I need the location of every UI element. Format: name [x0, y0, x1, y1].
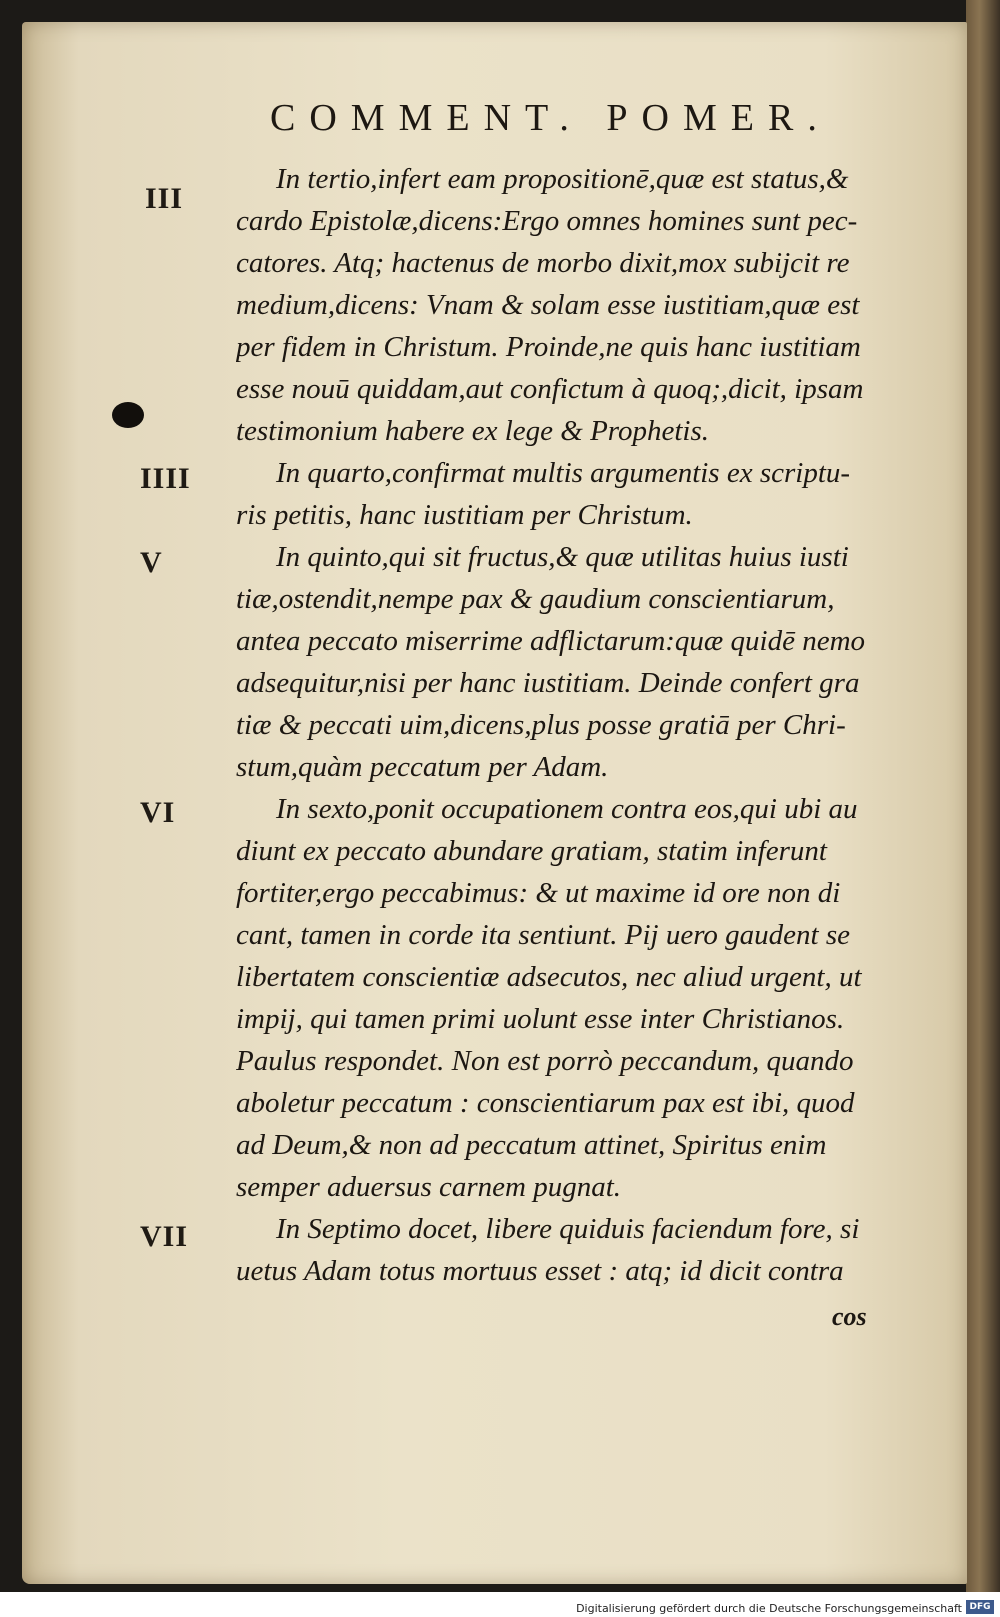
text-line: uetus Adam totus mortuus esset : atq; id dicit contra [236, 1255, 844, 1287]
text-line: catores. Atq; hactenus de morbo dixit,mox subijcit re [236, 247, 850, 279]
text-line: In quinto,qui sit fructus,& quæ utilitas huius iusti [276, 541, 849, 573]
text-line: aboletur peccatum : conscientiarum pax est ibi, quod [236, 1087, 855, 1119]
text-line: ris petitis, hanc iustitiam per Christum. [236, 499, 693, 531]
ink-blot [112, 402, 144, 428]
text-line: fortiter,ergo peccabimus: & ut maxime id ore non di [236, 877, 841, 909]
text-line: semper aduersus carnem pugnat. [236, 1171, 622, 1203]
margin-numeral-6: VI [140, 796, 176, 829]
text-line: Paulus respondet. Non est porrò peccandum, quando [236, 1045, 854, 1077]
text-line: stum,quàm peccatum per Adam. [236, 751, 609, 783]
text-line: tiæ,ostendit,nempe pax & gaudium conscientiarum, [236, 583, 835, 615]
text-line: In tertio,infert eam propositionē,quæ est status,& [276, 163, 849, 195]
margin-numeral-4: IIII [140, 462, 191, 495]
text-line: adsequitur,nisi per hanc iustitiam. Deinde confert gra [236, 667, 860, 699]
text-line: impij, qui tamen primi uolunt esse inter Christianos. [236, 1003, 845, 1035]
text-line: diunt ex peccato abundare gratiam, statim inferunt [236, 835, 827, 867]
text-line: tiæ & peccati uim,dicens,plus posse gratiā per Chri- [236, 709, 846, 741]
text-line: libertatem conscientiæ adsecutos, nec aliud urgent, ut [236, 961, 862, 993]
running-header: COMMENT. POMER. [270, 97, 831, 139]
text-line: antea peccato miserrime adflictarum:quæ quidē nemo [236, 625, 866, 657]
margin-numeral-3: III [145, 182, 184, 215]
book-edge [966, 0, 1000, 1592]
text-line: medium,dicens: Vnam & solam esse iustitiam,quæ est [236, 289, 860, 321]
margin-numeral-7: VII [140, 1220, 189, 1253]
text-line: In sexto,ponit occupationem contra eos,qui ubi au [276, 793, 858, 825]
text-line: testimonium habere ex lege & Prophetis. [236, 415, 710, 447]
text-line: esse nouū quiddam,aut confictum à quoq;,dicit, ipsam [236, 373, 864, 405]
text-line: cant, tamen in corde ita sentiunt. Pij uero gaudent se [236, 919, 850, 951]
text-line: In Septimo docet, libere quiduis faciendum fore, si [276, 1213, 860, 1245]
dfg-logo: DFG [966, 1600, 994, 1614]
text-line: per fidem in Christum. Proinde,ne quis hanc iustitiam [236, 331, 861, 363]
text-line: In quarto,confirmat multis argumentis ex scriptu- [276, 457, 851, 489]
text-line: ad Deum,& non ad peccatum attinet, Spiritus enim [236, 1129, 827, 1161]
funding-notice: Digitalisierung gefördert durch die Deutsche Forschungsgemeinschaft [576, 1602, 962, 1615]
margin-numeral-5: V [140, 546, 163, 579]
catchword: cos [832, 1302, 867, 1331]
text-line: cardo Epistolæ,dicens:Ergo omnes homines sunt pec- [236, 205, 858, 237]
body-text [236, 158, 891, 1292]
